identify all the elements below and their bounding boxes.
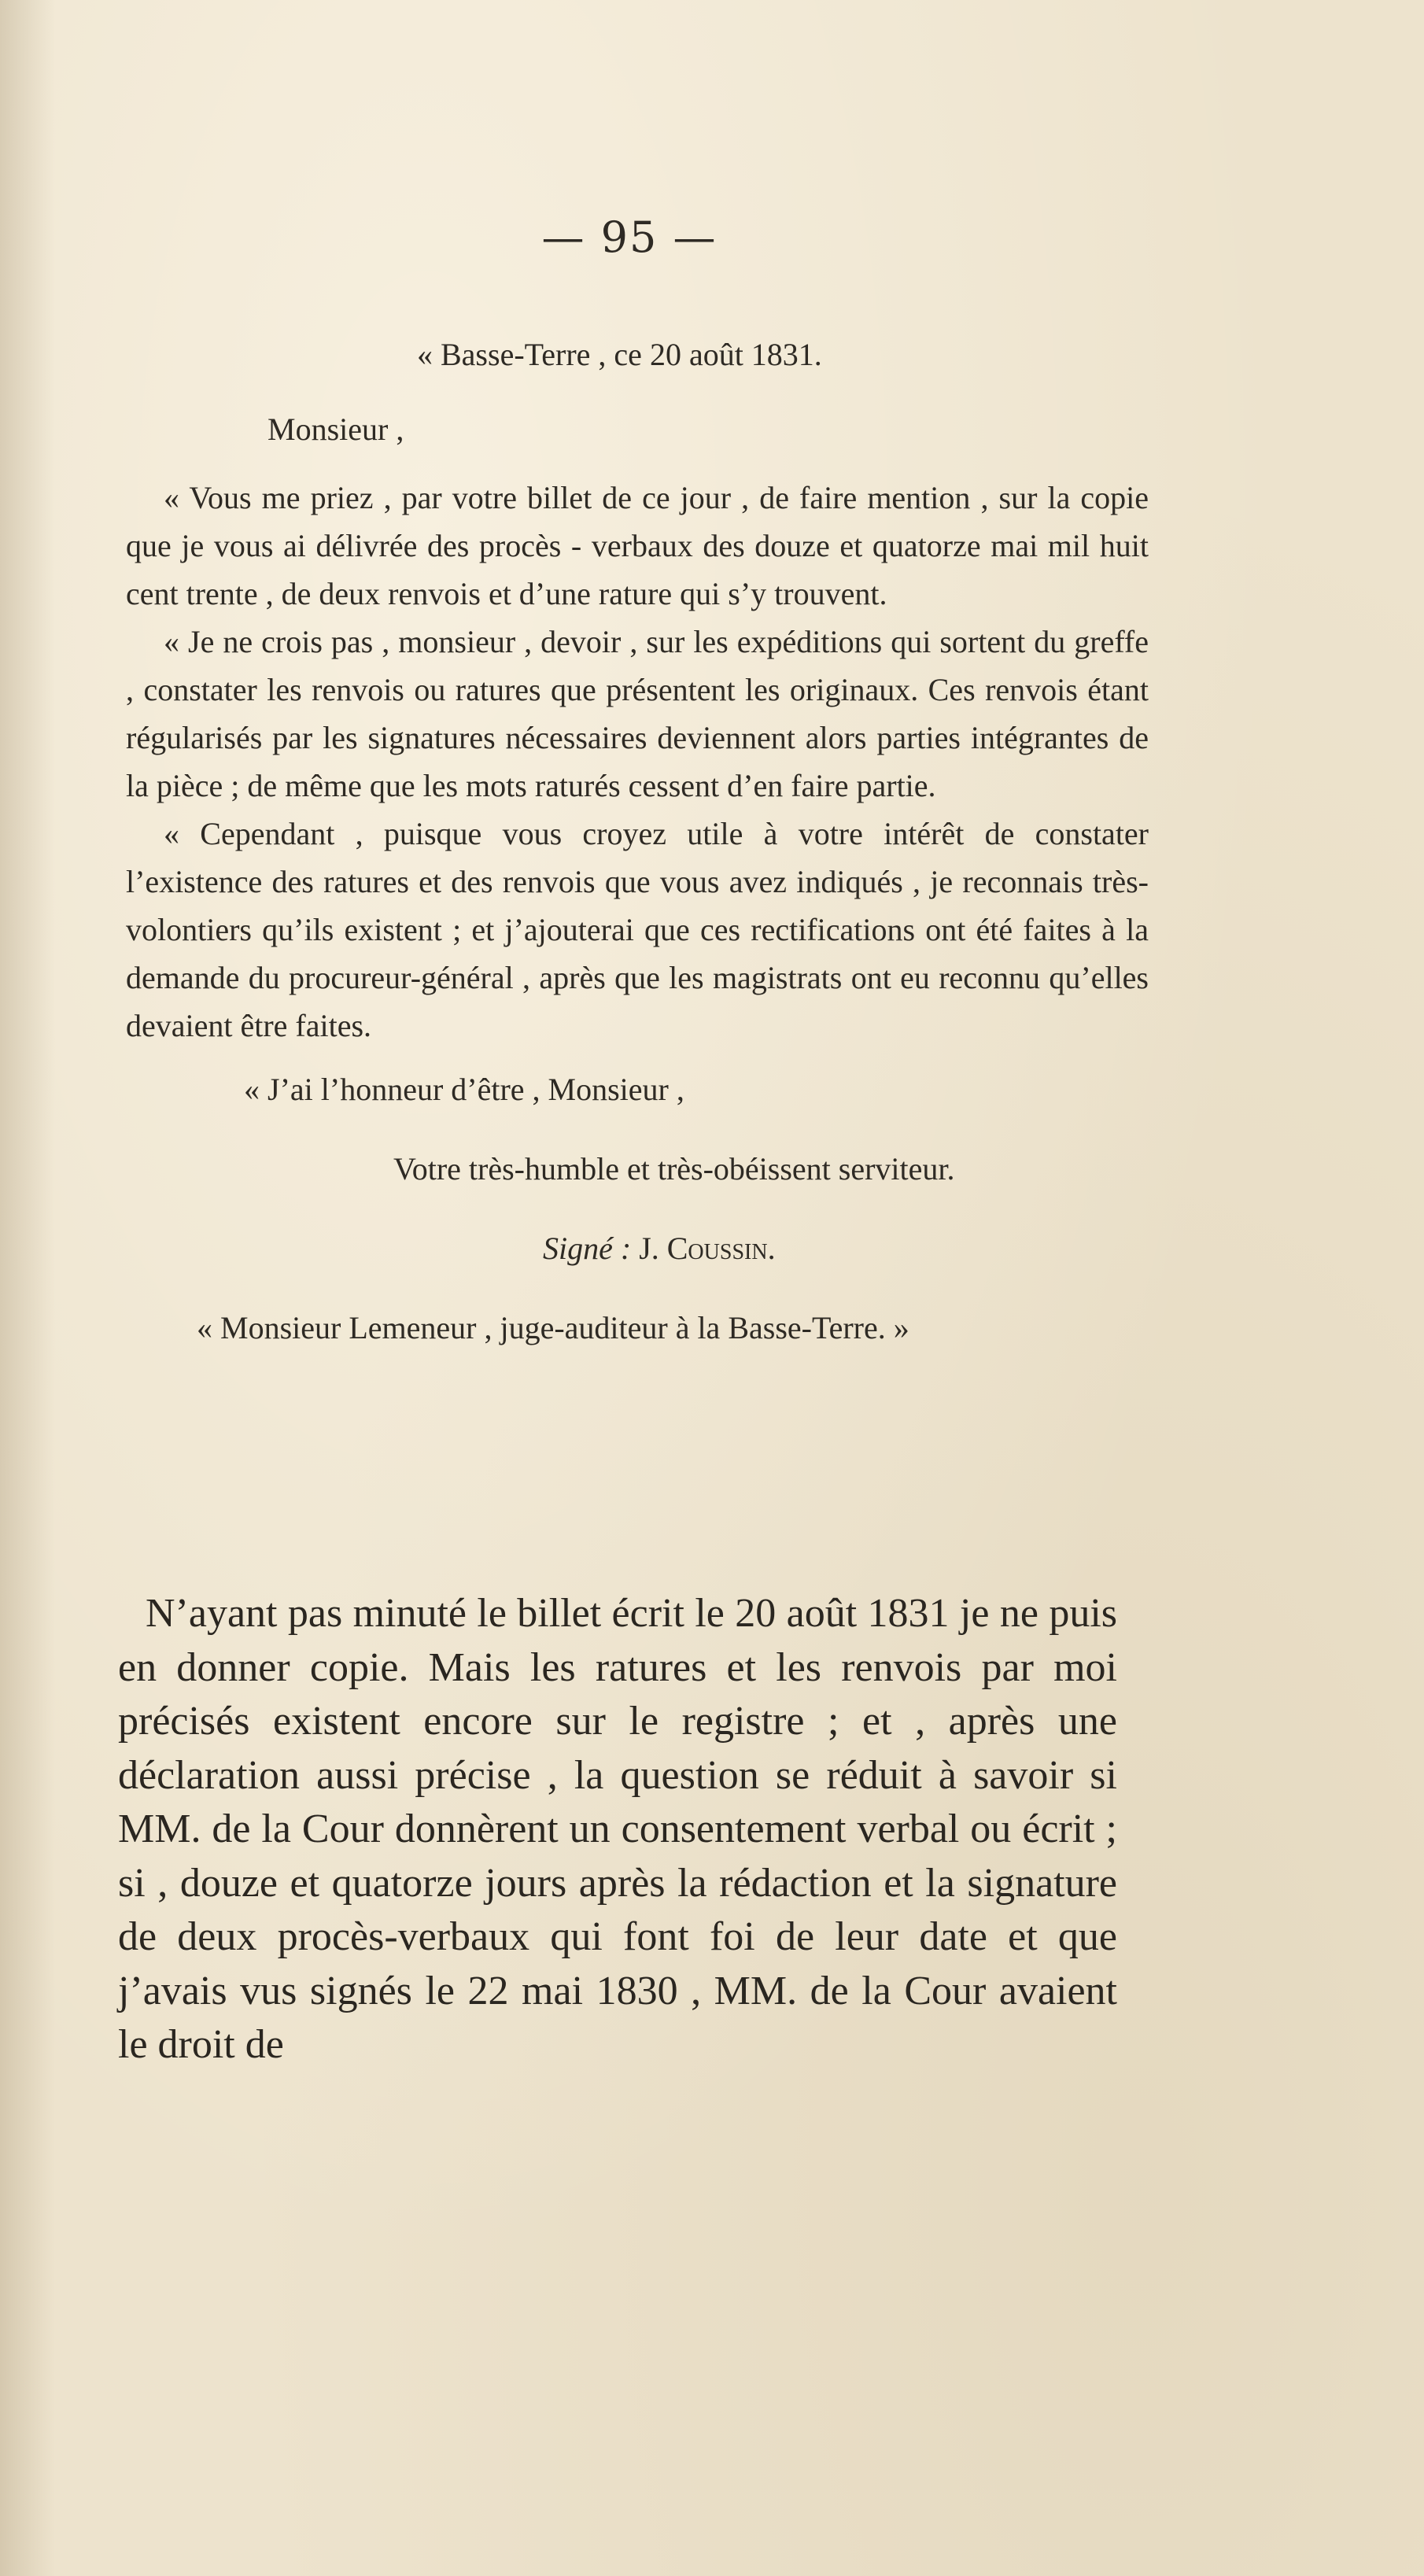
letter-closing: « J’ai l’honneur d’être , Monsieur , (244, 1072, 684, 1107)
letter-paragraph: « Je ne crois pas , monsieur , devoir , sur les expéditions qui sortent du greffe , constater les renvois ou ratures que présentent les originaux. Ces renvois étant régularisés par les signatures nécessaires deviennent alors parties intégrantes de la pièce ; de même que les mots raturés cessent d’en faire partie. (126, 624, 1149, 803)
letter-addressee: « Monsieur Lemeneur , juge-auditeur à la Basse-Terre. » (197, 1310, 909, 1345)
letter-salutation: Monsieur , (267, 411, 404, 447)
letter-signature (543, 1224, 1149, 1272)
quoted-letter (126, 330, 1149, 1352)
letter-sign-off: Votre très-humble et très-obéissent serviteur. (393, 1151, 955, 1187)
letter-paragraph: « Vous me priez , par votre billet de ce jour , de faire mention , sur la copie que je vous ai délivrée des procès - verbaux des douze et quatorze mai mil huit cent trente , de deux renvois et d’une rature qui s’y trouvent. (126, 480, 1149, 611)
signer-name: J. Coussin. (639, 1231, 776, 1266)
page-number: — 95 — (541, 212, 718, 262)
page-gutter-shadow (0, 0, 55, 2576)
letter-paragraph: « Cependant , puisque vous croyez utile à votre intérêt de constater l’existence des ratures et des renvois que vous avez indiqués , je reconnais très-volontiers qu’ils existent ; et j’ajouterai que ces rectifications ont été faites à la demande du procureur-général , après que les magistrats ont eu reconnu qu’elles devaient être faites. (126, 816, 1149, 1043)
author-commentary: N’ayant pas minuté le billet écrit le 20 août 1831 je ne puis en donner copie. Mais les ratures et les renvois par moi précisés existent encore sur le registre ; et , après une déclaration aussi précise , la question se réduit à savoir si MM. de la Cour donnèrent un consentement verbal ou écrit ; si , douze et quatorze jours après la rédaction et la signature de deux procès-verbaux qui font foi de leur date et que j’avais vus signés le 22 mai 1830 , MM. de la Cour avaient le droit de (118, 1591, 1117, 2067)
letter-place-date: « Basse-Terre , ce 20 août 1831. (417, 337, 822, 372)
signed-label: Signé : (543, 1231, 632, 1266)
